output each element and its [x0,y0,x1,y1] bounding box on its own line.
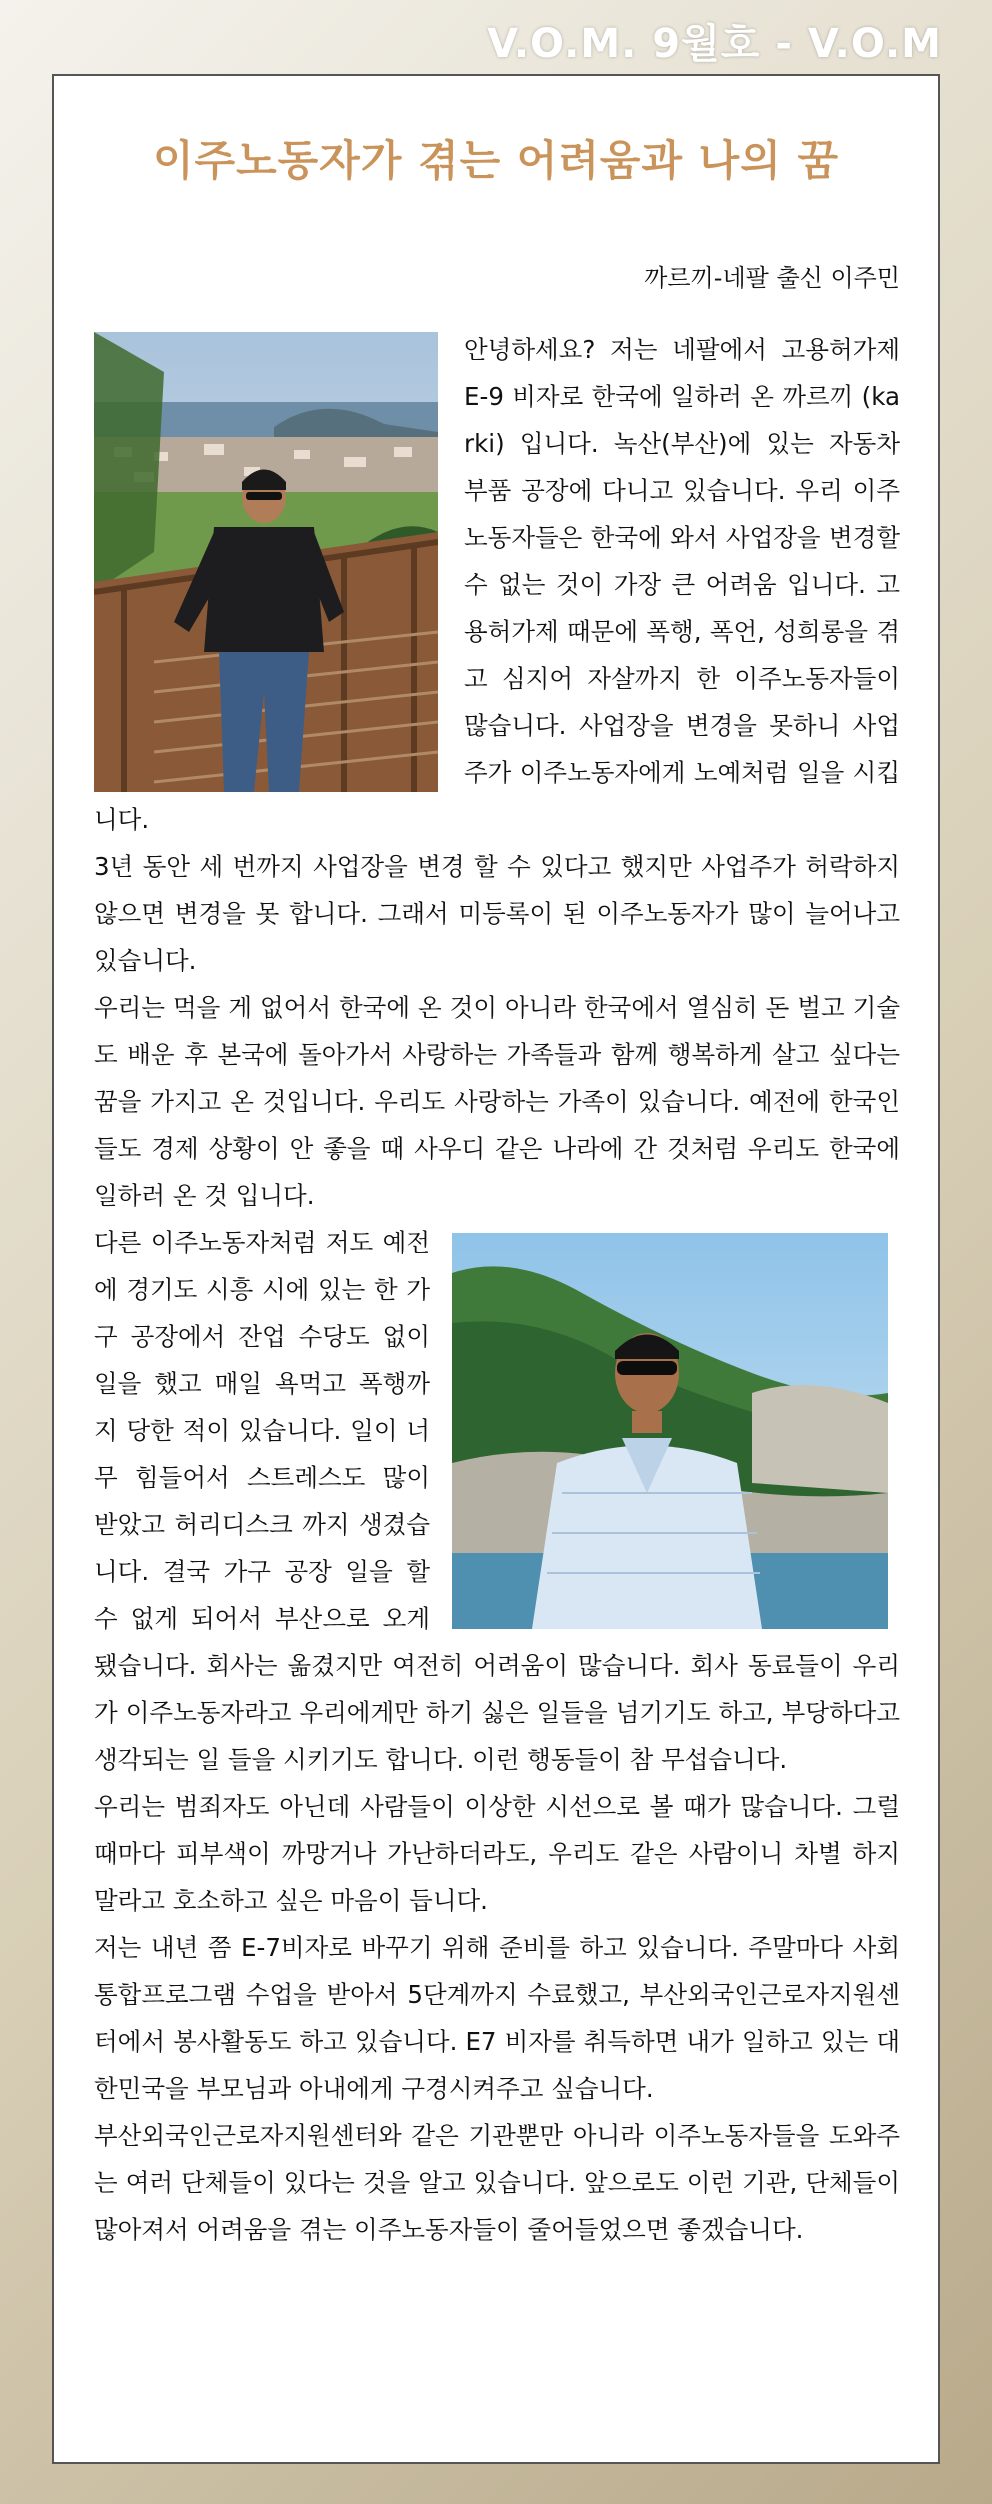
paragraph-4: 다른 이주노동자처럼 저도 예전에 경기도 시흥 시에 있는 한 가구 공장에서 잔업 수당도 없이 일을 했고 매일 욕먹고 폭행까지 당한 적이 있습니다. 일이 너무 힘들어서 스트레스도 많이 받았고 허리디스크 까지 생겼습니다. 결국 가구 공장 일을 할 수 없게 되어서 부산으로 오게 됐습니다. 회사는 옮겼지만 여전히 어려움이 많습니다. 회사 동료들이 우리가 이주노동자라고 우리에게만 하기 싫은 일들을 넘기기도 하고, 부당하다고 생각되는 일 들을 시키기도 합니다. 이런 행동들이 참 무섭습니다. [94,1228,900,1774]
paragraph-7: 부산외국인근로자지원센터와 같은 기관뿐만 아니라 이주노동자들을 도와주는 여러 단체들이 있다는 것을 알고 있습니다. 앞으로도 이런 기관, 단체들이 많아져서 어려움을 겪는 이주노동자들이 줄어들었으면 좋겠습니다. [94,2121,900,2244]
photo-man-on-stairs-image [94,332,438,792]
photo-man-by-sea-image [452,1233,888,1629]
paragraph-2: 3년 동안 세 번까지 사업장을 변경 할 수 있다고 했지만 사업주가 허락하지 않으면 변경을 못 합니다. 그래서 미등록이 된 이주노동자가 많이 늘어나고 있습니다. [94,852,900,975]
paragraph-6: 저는 내년 쯤 E-7비자로 바꾸기 위해 준비를 하고 있습니다. 주말마다 사회통합프로그램 수업을 받아서 5단계까지 수료했고, 부산외국인근로자지원센터에서 봉사활동도 하고 있습니다. E7 비자를 취득하면 내가 일하고 있는 대한민국을 부모님과 아내에게 구경시켜주고 싶습니다. [94,1933,900,2103]
photo-man-on-stairs [94,332,438,792]
article-panel [52,74,940,2464]
paragraph-1: 안녕하세요? 저는 네팔에서 고용허가제 E-9 비자로 한국에 일하러 온 까르끼 (karki) 입니다. 녹산(부산)에 있는 자동차 부품 공장에 다니고 있습니다. 우리 이주노동자들은 한국에 와서 사업장을 변경할 수 없는 것이 가장 큰 어려움 입니다. 고용허가제 때문에 폭행, 폭언, 성희롱을 겪고 심지어 자살까지 한 이주노동자들이 많습니다. 사업장을 변경을 못하니 사업주가 이주노동자에게 노예처럼 일을 시킵니다. [94,335,900,834]
article-body [94,326,900,2253]
newsletter-header-title: V.O.M. 9월호 - V.O.M [487,21,942,67]
paragraph-5: 우리는 범죄자도 아닌데 사람들이 이상한 시선으로 볼 때가 많습니다. 그럴 때마다 피부색이 까망거나 가난하더라도, 우리도 같은 사람이니 차별 하지 말라고 호소하고 싶은 마음이 듭니다. [94,1792,900,1915]
photo-man-by-sea [452,1233,888,1629]
article-title: 이주노동자가 겪는 어려움과 나의 꿈 [152,136,840,185]
paragraph-3: 우리는 먹을 게 없어서 한국에 온 것이 아니라 한국에서 열심히 돈 벌고 기술도 배운 후 본국에 돌아가서 사랑하는 가족들과 함께 행복하게 살고 싶다는 꿈을 가지고 온 것입니다. 우리도 사랑하는 가족이 있습니다. 예전에 한국인들도 경제 상황이 안 좋을 때 사우디 같은 나라에 간 것처럼 우리도 한국에 일하러 온 것 입니다. [94,993,900,1210]
article-author: 까르끼-네팔 출신 이주민 [644,264,900,292]
